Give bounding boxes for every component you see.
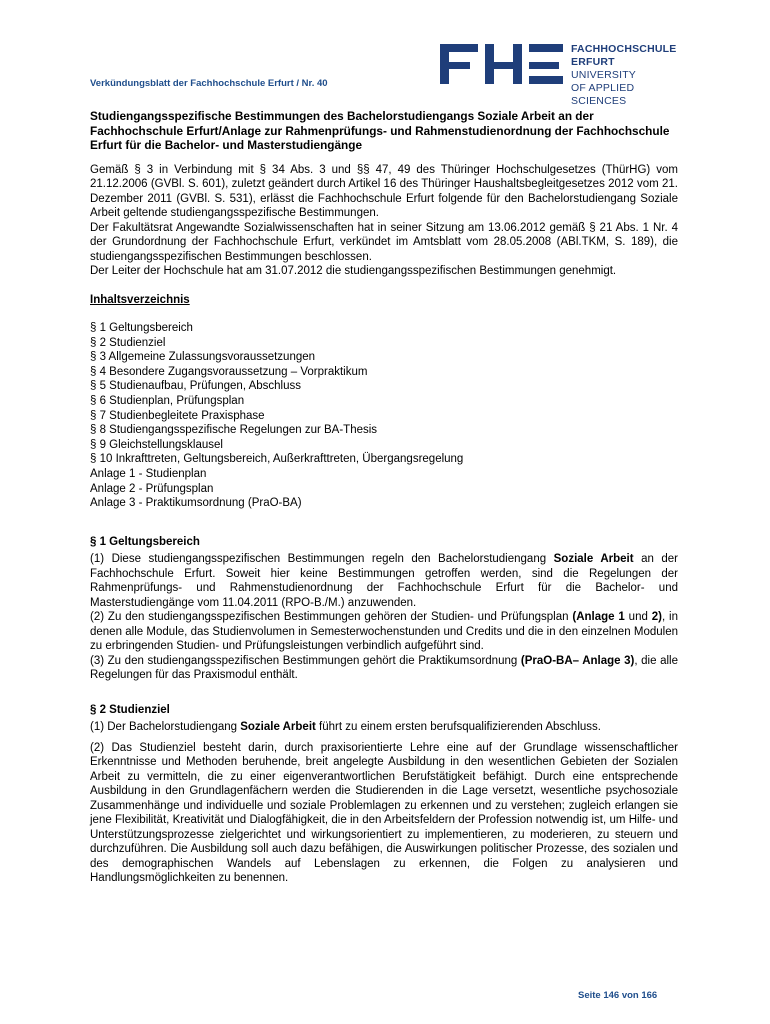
toc-item: § 5 Studienaufbau, Prüfungen, Abschluss — [90, 380, 301, 393]
text-run: , in denen alle Module, das Studienvolumen in Semesterwochenstunden und Credits und die in den einzelnen Modulen zu erbringenden Studien- und Prüfungsleistungen verbindlich aufgeführt sind. — [90, 611, 678, 653]
intro-paragraph-2: Der Fakultätsrat Angewandte Sozialwissenschaften hat in seiner Sitzung am 13.06.2012 gemäß § 21 Abs. 1 Nr. 4 der Grundordnung der Fachhochschule Erfurt, verkündet im Amtsblatt vom 28.05.2008 (ABl.TKM, S. 189), die studiengangsspezifischen Bestimmungen beschlossen. — [90, 221, 678, 263]
fhe-logo-mark — [440, 42, 565, 86]
text-run: (2) Zu den studiengangsspezifischen Bestimmungen gehören der Studien- und Prüfungsplan — [90, 611, 573, 624]
text-run: führt zu einem ersten berufsqualifizierenden Abschluss. — [315, 721, 601, 734]
section-1-paragraph-1 — [90, 552, 678, 610]
intro-paragraph-1: Gemäß § 3 in Verbindung mit § 34 Abs. 3 und §§ 47, 49 des Thüringer Hochschulgesetzes (ThürHG) vom 21.12.2006 (GVBl. S. 601), zuletzt geändert durch Artikel 16 des Thüringer Haushaltsbegleitgesetzes 2012 vom 21. Dezember 2011 (GVBl. S. 531), erlässt die Fachhochschule Erfurt folgende für den Bachelorstudiengang Soziale Arbeit geltende studiengangsspezifische Bestimmungen. — [90, 163, 678, 219]
text-run-bold: (Anlage 1 — [572, 611, 625, 624]
text-run: (1) Der Bachelorstudiengang — [90, 721, 241, 734]
logo-line-3: OF APPLIED SCIENCES — [571, 82, 635, 107]
document-title: Studiengangsspezifische Bestimmungen des Bachelorstudiengangs Soziale Arbeit an der Fachhochschule Erfurt/Anlage zur Rahmenprüfungs- und Rahmenstudienordnung der Fachhochschule Erfurt für die Bachelor- und Masterstudiengänge — [90, 109, 670, 152]
toc-item: Anlage 2 - Prüfungsplan — [90, 482, 214, 495]
toc-heading: Inhaltsverzeichnis — [90, 293, 190, 306]
toc-item: § 7 Studienbegleitete Praxisphase — [90, 409, 265, 422]
text-run: (1) Diese studiengangsspezifischen Bestimmungen regeln den Bachelorstudiengang — [90, 553, 554, 566]
section-1-heading: § 1 Geltungsbereich — [90, 535, 200, 548]
toc-item: Anlage 1 - Studienplan — [90, 467, 207, 480]
text-run: (3) Zu den studiengangsspezifischen Bestimmungen gehört die Praktikumsordnung — [90, 654, 521, 667]
university-logo — [440, 42, 680, 107]
toc-item: § 6 Studienplan, Prüfungsplan — [90, 394, 245, 407]
text-run: und — [624, 611, 652, 624]
toc-item: § 10 Inkrafttreten, Geltungsbereich, Außerkrafttreten, Übergangsregelung — [90, 453, 464, 466]
toc-item: § 3 Allgemeine Zulassungsvoraussetzungen — [90, 351, 316, 364]
document-body — [90, 109, 678, 886]
section-2-heading: § 2 Studienziel — [90, 703, 170, 716]
toc-item: § 4 Besondere Zugangsvoraussetzung – Vorpraktikum — [90, 365, 368, 378]
logo-line-1: FACHHOCHSCHULE — [571, 43, 677, 55]
section-1-paragraph-3 — [90, 654, 678, 683]
text-run-bold: (PraO-BA– Anlage 3) — [520, 654, 635, 667]
toc-item: § 1 Geltungsbereich — [90, 322, 193, 334]
logo-line-2-bold: ERFURT — [571, 56, 615, 68]
logo-wordmark — [571, 43, 680, 108]
section-2-paragraph-1 — [90, 720, 678, 735]
toc-item: Anlage 3 - Praktikumsordnung (PraO-BA) — [90, 497, 302, 510]
section-1-paragraph-2 — [90, 610, 678, 654]
text-run: an der Fachhochschule Erfurt. Soweit hier keine Bestimmungen getroffen werden, sind die Regelungen der Rahmenprüfungs- und Rahmenstudienordnung der Fachhochschule Erfurt für die Bachelor- und Masterstudiengänge vom 11.04.2011 (RPO-B./M.) anzuwenden. — [90, 553, 678, 609]
text-run-bold: Soziale Arbeit — [240, 721, 316, 734]
logo-line-2-rest: UNIVERSITY — [571, 69, 637, 81]
toc-item: § 8 Studiengangsspezifische Regelungen zur BA-Thesis — [90, 424, 378, 437]
bulletin-header: Verkündungsblatt der Fachhochschule Erfurt / Nr. 40 — [90, 78, 328, 89]
text-run-bold: Soziale Arbeit — [553, 553, 634, 566]
section-2-paragraph-2: (2) Das Studienziel besteht darin, durch praxisorientierte Lehre eine auf der Grundlage wissenschaftlicher Erkenntnisse und Methoden beruhende, breit angelegte Ausbildung in den wesentlichen Gebieten der Sozialen Arbeit zu vermitteln, die zu einer eigenverantwortlichen Berufstätigkeit befähigt. Durch eine entsprechende Ausbildung in den Grundlagenfächern werden die Studierenden in die Lage versetzt, wesentliche psychosoziale Zusammenhänge und individuelle und soziale Problemlagen zu erkennen und zu verstehen; zugleich erlangen sie jene Flexibilität, Kreativität und Dialogfähigkeit, die in den Arbeitsfeldern der Profession notwendig ist, um Hilfe- und Unterstützungsprozesse zielgerichtet und wirkungsorientiert zu implementieren, zu moderieren, zu steuern und durchzuführen. Die Ausbildung soll auch dazu befähigen, die Auswirkungen politischer Prozesse, des sozialen und des demographischen Wandels auf Lebenslagen zu erkennen, die Folgen zu analysieren und Handlungsmöglichkeiten zu benennen. — [90, 741, 678, 885]
page-number: Seite 146 von 166 — [578, 990, 658, 1001]
text-run: , die alle Regelungen für das Praxismodul enthält. — [90, 654, 678, 682]
text-run-bold: 2) — [651, 611, 662, 624]
table-of-contents — [90, 321, 678, 511]
toc-item: § 2 Studienziel — [90, 336, 166, 349]
intro-paragraph-3: Der Leiter der Hochschule hat am 31.07.2012 die studiengangsspezifischen Bestimmungen genehmigt. — [90, 265, 617, 277]
toc-item: § 9 Gleichstellungsklausel — [90, 438, 223, 451]
